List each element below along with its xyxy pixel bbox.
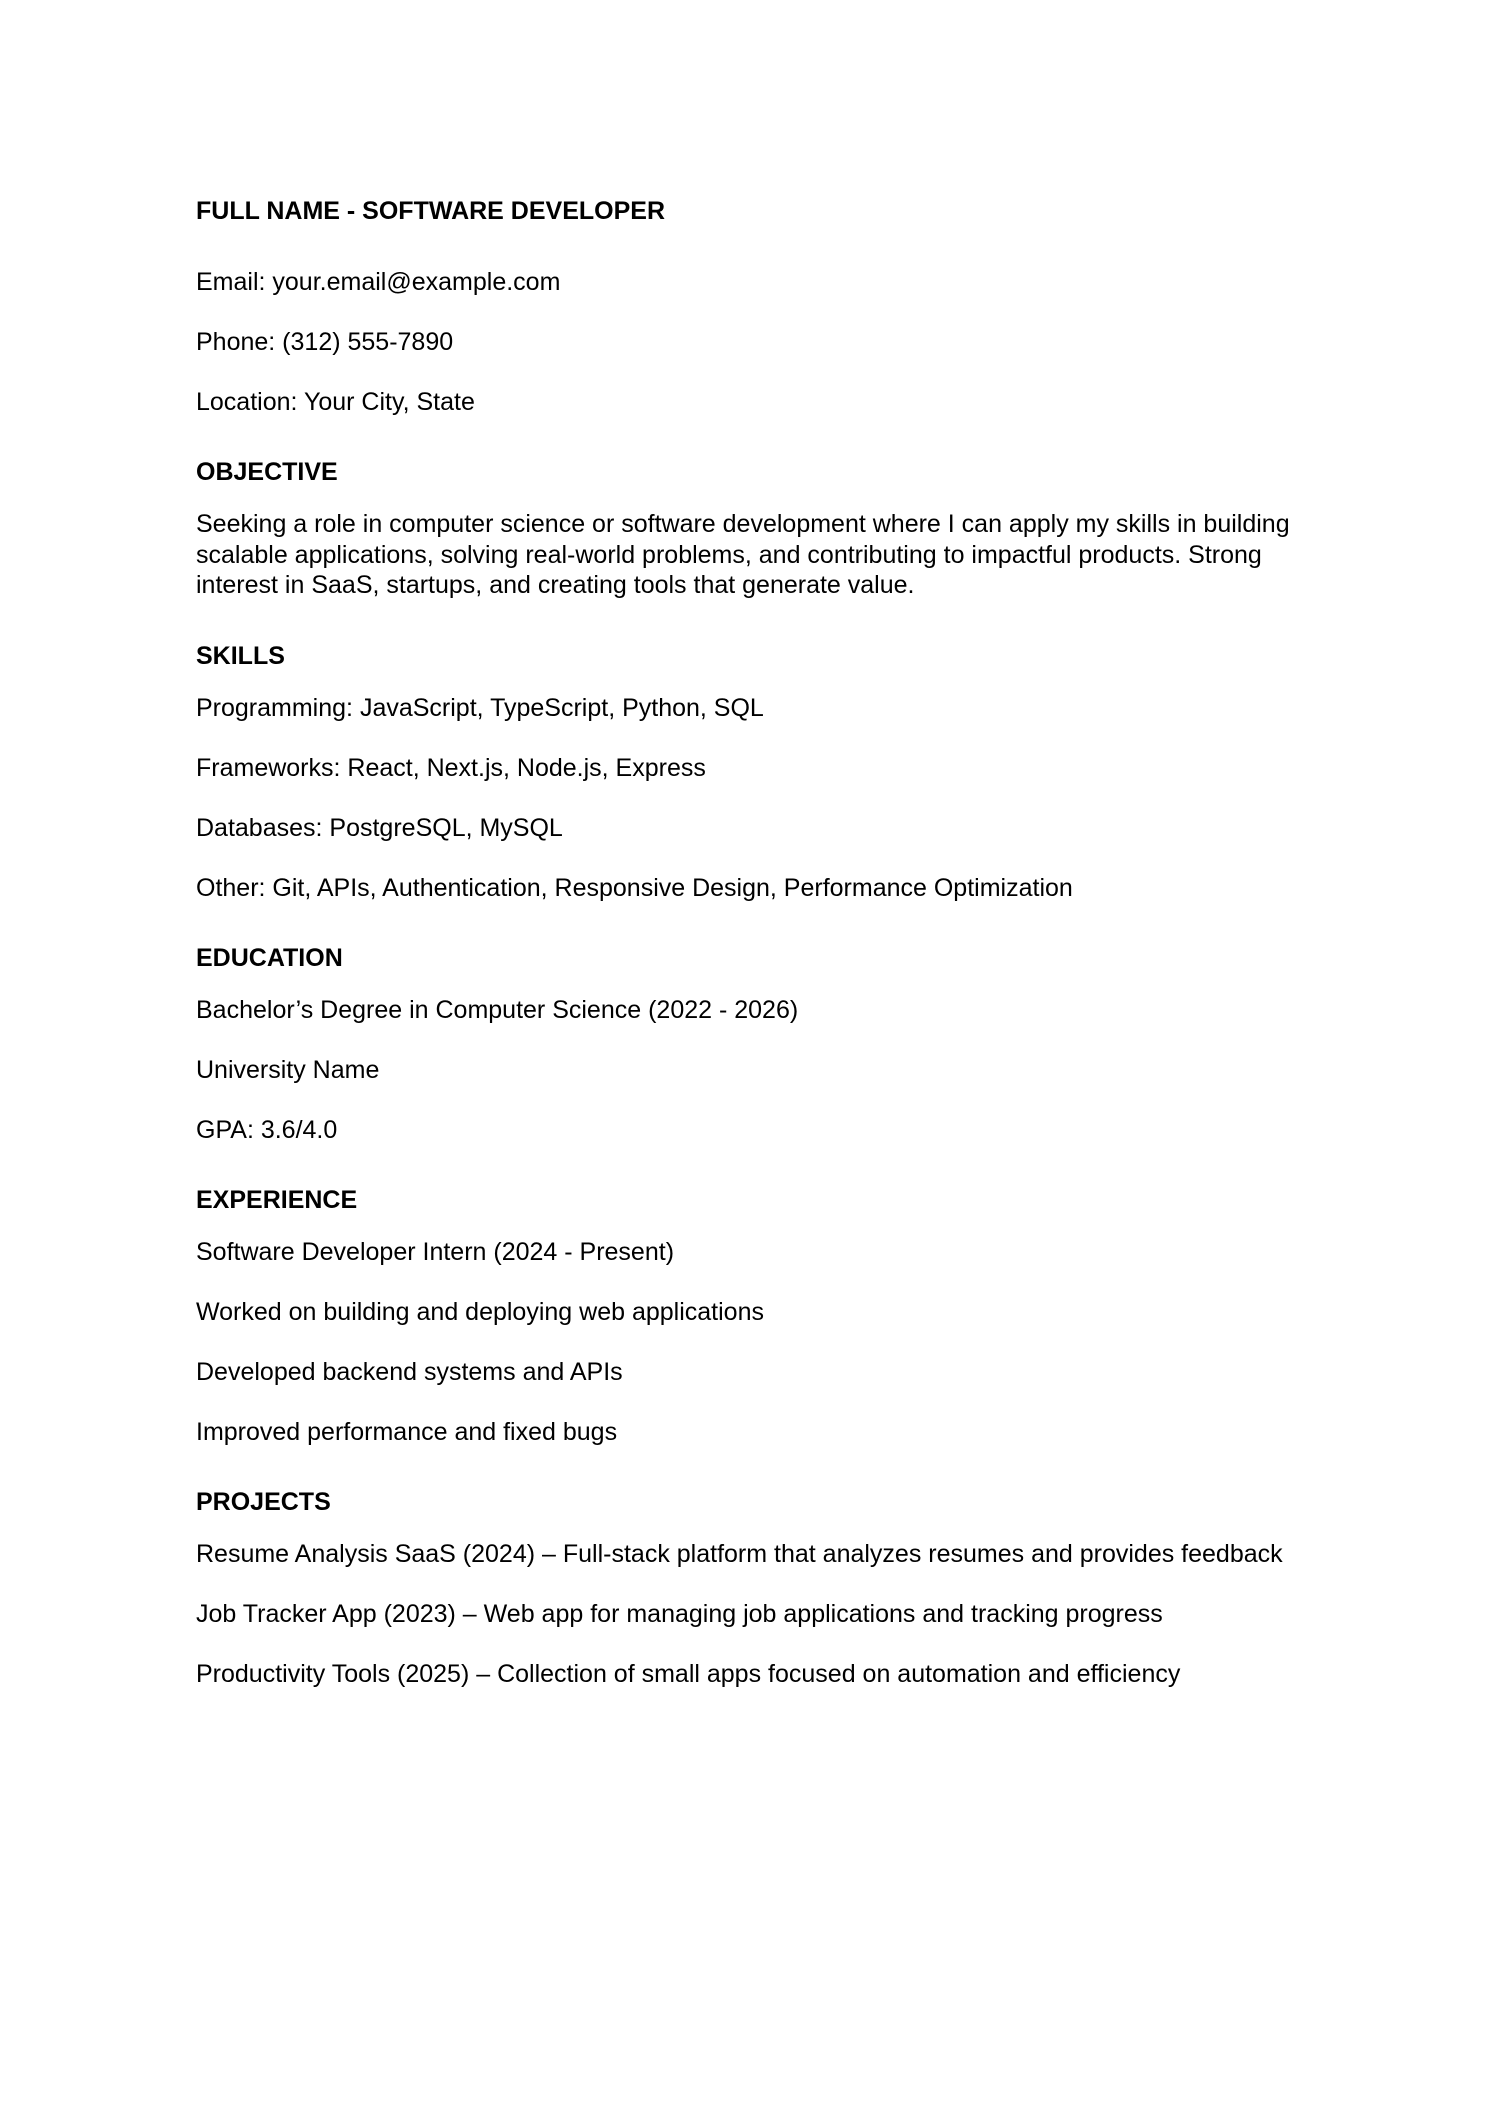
contact-email: Email: your.email@example.com (196, 268, 561, 296)
project-item: Resume Analysis SaaS (2024) – Full-stack platform that analyzes resumes and provides feedback (196, 1539, 1283, 1568)
objective-text: Seeking a role in computer science or software development where I can apply my skills in building scalable applications, solving real-world problems, and contributing to impactful products. Strong interest in SaaS, startups, and creating tools that generate value. (196, 510, 1290, 599)
experience-section (196, 1185, 1336, 1447)
education-item: GPA: 3.6/4.0 (196, 1115, 338, 1144)
experience-item: Developed backend systems and APIs (196, 1357, 623, 1386)
skills-item: Frameworks: React, Next.js, Node.js, Express (196, 753, 706, 782)
education-item: Bachelor’s Degree in Computer Science (2022 - 2026) (196, 995, 799, 1024)
project-item: Productivity Tools (2025) – Collection of small apps focused on automation and efficiency (196, 1659, 1181, 1688)
skills-item: Programming: JavaScript, TypeScript, Python, SQL (196, 693, 764, 722)
projects-section (196, 1487, 1336, 1689)
section-heading-projects: PROJECTS (196, 1487, 331, 1516)
contact-location: Location: Your City, State (196, 388, 475, 416)
project-item: Job Tracker App (2023) – Web app for managing job applications and tracking progress (196, 1599, 1163, 1628)
section-heading-skills: SKILLS (196, 641, 285, 670)
contact-phone: Phone: (312) 555-7890 (196, 328, 454, 356)
contact-section (196, 267, 1336, 417)
skills-item: Databases: PostgreSQL, MySQL (196, 813, 563, 842)
objective-section (196, 457, 1336, 601)
experience-item: Worked on building and deploying web applications (196, 1297, 764, 1326)
section-heading-experience: EXPERIENCE (196, 1185, 358, 1214)
experience-item: Software Developer Intern (2024 - Present) (196, 1237, 675, 1266)
education-section (196, 943, 1336, 1145)
section-heading-education: EDUCATION (196, 943, 343, 972)
experience-item: Improved performance and fixed bugs (196, 1417, 618, 1446)
skills-item: Other: Git, APIs, Authentication, Responsive Design, Performance Optimization (196, 873, 1073, 902)
education-item: University Name (196, 1055, 380, 1084)
resume-page (196, 196, 1336, 1719)
section-heading-objective: OBJECTIVE (196, 458, 338, 486)
skills-section (196, 641, 1336, 903)
resume-title: FULL NAME - SOFTWARE DEVELOPER (196, 197, 665, 225)
